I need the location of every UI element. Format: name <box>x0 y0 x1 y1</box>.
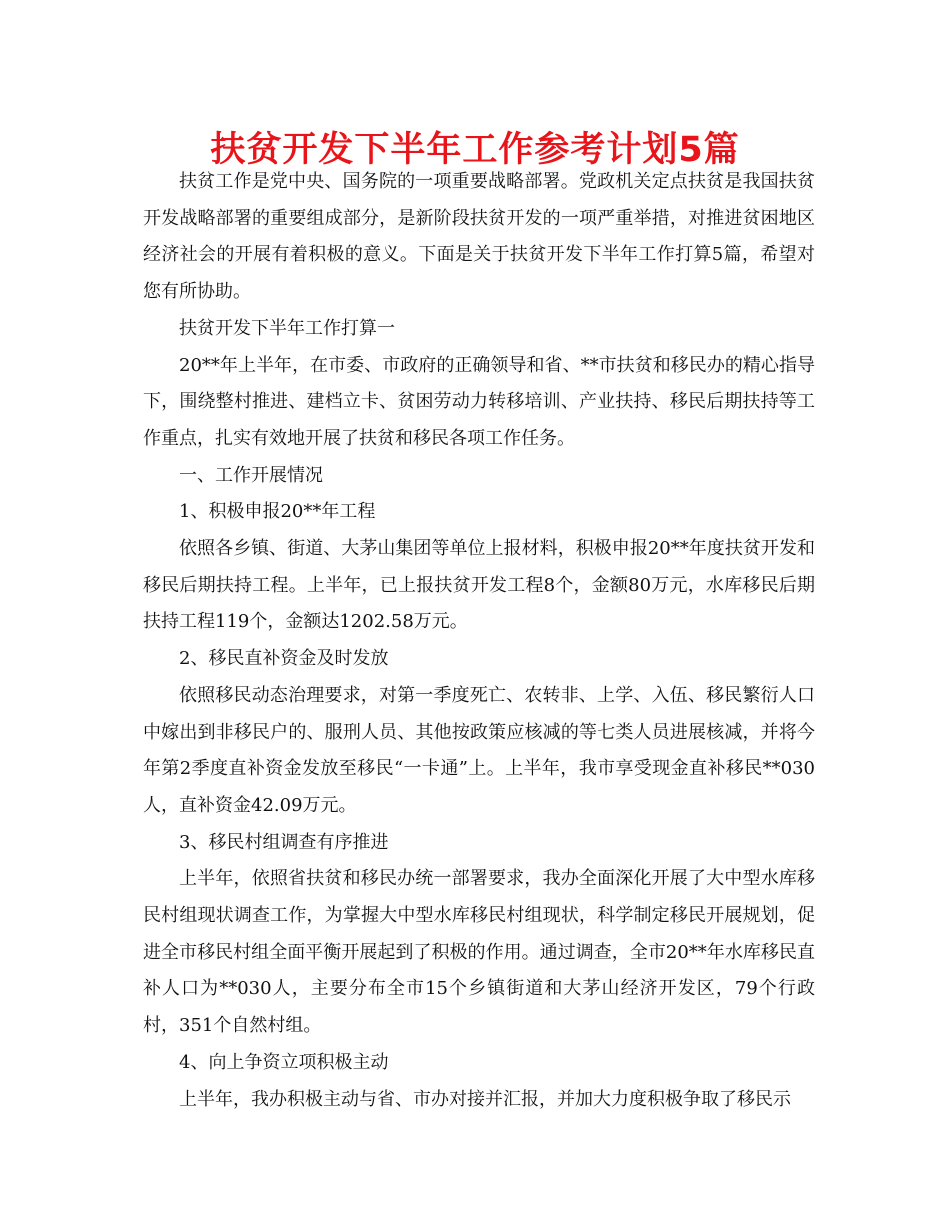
item-heading: 3、移民村组调查有序推进 <box>179 831 389 853</box>
body-paragraph: 20**年上半年，在市委、市政府的正确领导和省、**市扶贫和移民办的精心指导下，围绕整村推进、建档立卡、贫困劳动力转移培训、产业扶持、移民后期扶持等工作重点，扎实有效地开展了扶贫和移民各项工作任务。 <box>143 354 815 449</box>
section-heading: 扶贫开发下半年工作打算一 <box>179 317 395 339</box>
document-body <box>143 164 815 1118</box>
body-paragraph: 依照移民动态治理要求，对第一季度死亡、农转非、上学、入伍、移民繁衍人口中嫁出到非移民户的、服刑人员、其他按政策应核减的等七类人员进展核减，并将今年第2季度直补资金发放至移民“一卡通”上。上半年，我市享受现金直补移民**030人，直补资金42.09万元。 <box>143 684 815 816</box>
item-heading: 2、移民直补资金及时发放 <box>179 648 389 670</box>
document-title: 扶贫开发下半年工作参考计划5篇 <box>210 130 740 170</box>
intro-paragraph: 扶贫工作是党中央、国务院的一项重要战略部署。党政机关定点扶贫是我国扶贫开发战略部署的重要组成部分，是新阶段扶贫开发的一项严重举措，对推进贫困地区经济社会的开展有着积极的意义。下面是关于扶贫开发下半年工作打算5篇，希望对您有所协助。 <box>143 171 815 303</box>
body-paragraph: 上半年，我办积极主动与省、市办对接并汇报，并加大力度积极争取了移民示 <box>179 1088 791 1110</box>
body-paragraph: 上半年，依照省扶贫和移民办统一部署要求，我办全面深化开展了大中型水库移民村组现状调查工作，为掌握大中型水库移民村组现状，科学制定移民开展规划，促进全市移民村组全面平衡开展起到了积极的作用。通过调查，全市20**年水库移民直补人口为**030人，主要分布全市15个乡镇街道和大茅山经济开发区，79个行政村，351个自然村组。 <box>143 868 815 1037</box>
item-heading: 1、积极申报20**年工程 <box>179 501 376 523</box>
subsection-heading: 一、工作开展情况 <box>179 464 323 486</box>
body-paragraph: 依照各乡镇、街道、大茅山集团等单位上报材料，积极申报20**年度扶贫开发和移民后期扶持工程。上半年，已上报扶贫开发工程8个，金额80万元，水库移民后期扶持工程119个，金额达1202.58万元。 <box>143 538 815 633</box>
item-heading: 4、向上争资立项积极主动 <box>179 1051 389 1073</box>
